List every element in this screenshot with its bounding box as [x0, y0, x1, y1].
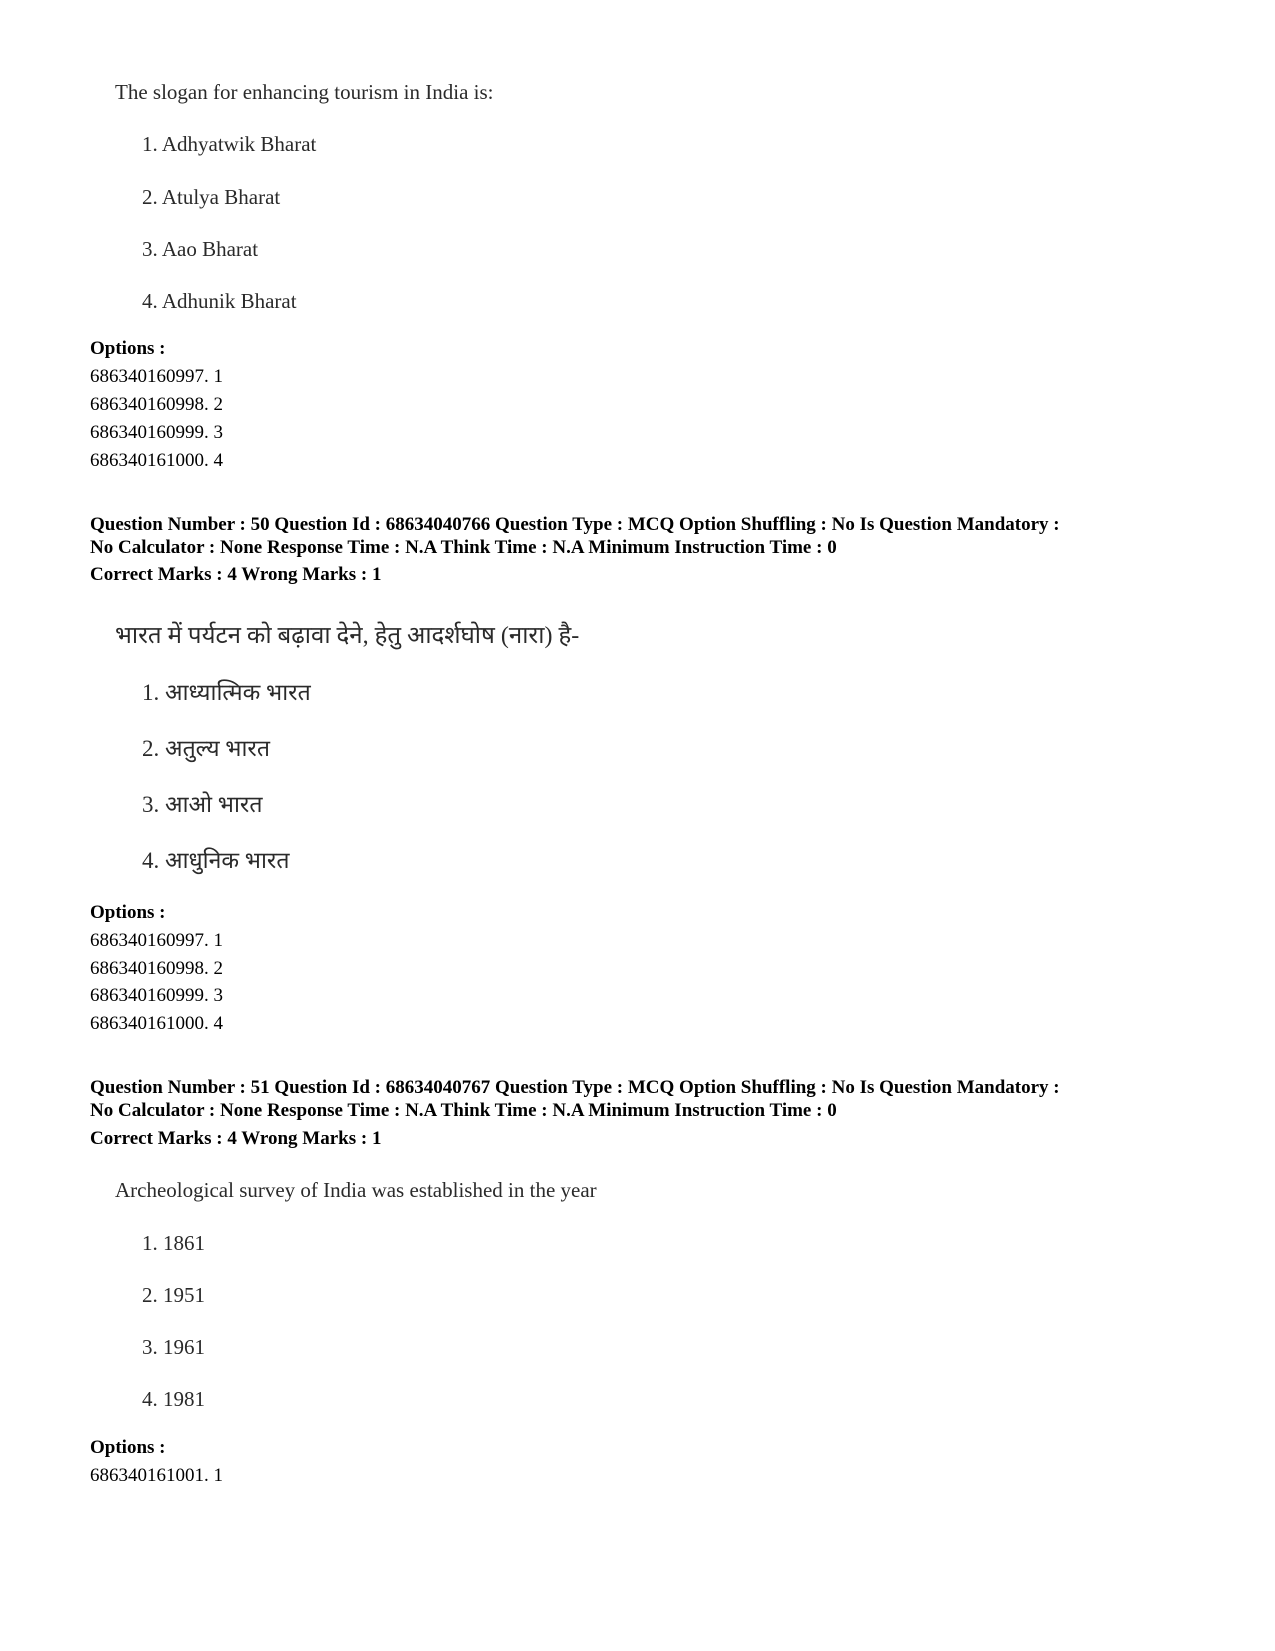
question-option: 4. Adhunik Bharat: [142, 289, 297, 313]
question-stem: The slogan for enhancing tourism in India is:: [115, 80, 494, 104]
question-option: 3. आओ भारत: [142, 792, 263, 817]
question-option: 3. 1961: [142, 1335, 205, 1359]
question-option: 2. Atulya Bharat: [142, 185, 281, 209]
option-id-line: 686340161001. 1: [90, 1465, 223, 1486]
option-id-line: 686340160998. 2: [90, 394, 223, 415]
question-option: 1. 1861: [142, 1231, 205, 1255]
question-meta-line: Question Number : 51 Question Id : 68634040767 Question Type : MCQ Option Shuffling : No Is Question Mandatory :: [90, 1077, 1060, 1098]
question-option: 4. आधुनिक भारत: [142, 848, 290, 873]
option-id-line: 686340160997. 1: [90, 930, 223, 951]
option-id-line: 686340160999. 3: [90, 985, 223, 1006]
question-stem: Archeological survey of India was established in the year: [115, 1178, 597, 1202]
option-id-line: 686340161000. 4: [90, 450, 223, 471]
options-heading: Options :: [90, 1437, 166, 1458]
question-option: 2. अतुल्य भारत: [142, 736, 270, 761]
question-option: 1. Adhyatwik Bharat: [142, 132, 317, 156]
question-stem: भारत में पर्यटन को बढ़ावा देने, हेतु आदर्शघोष (नारा) है-: [115, 623, 580, 649]
question-option: 4. 1981: [142, 1387, 205, 1411]
options-heading: Options :: [90, 338, 166, 359]
question-option: 2. 1951: [142, 1283, 205, 1307]
question-meta-line: No Calculator : None Response Time : N.A Think Time : N.A Minimum Instruction Time : 0: [90, 537, 837, 558]
question-marks: Correct Marks : 4 Wrong Marks : 1: [90, 1128, 382, 1149]
option-id-line: 686340160998. 2: [90, 958, 223, 979]
option-id-line: 686340161000. 4: [90, 1013, 223, 1034]
option-id-line: 686340160999. 3: [90, 422, 223, 443]
question-meta-line: Question Number : 50 Question Id : 68634040766 Question Type : MCQ Option Shuffling : No Is Question Mandatory :: [90, 514, 1060, 535]
question-option: 1. आध्यात्मिक भारत: [142, 680, 311, 705]
question-option: 3. Aao Bharat: [142, 237, 259, 261]
option-id-line: 686340160997. 1: [90, 366, 223, 387]
question-marks: Correct Marks : 4 Wrong Marks : 1: [90, 564, 382, 585]
question-meta-line: No Calculator : None Response Time : N.A Think Time : N.A Minimum Instruction Time : 0: [90, 1100, 837, 1121]
options-heading: Options :: [90, 902, 166, 923]
